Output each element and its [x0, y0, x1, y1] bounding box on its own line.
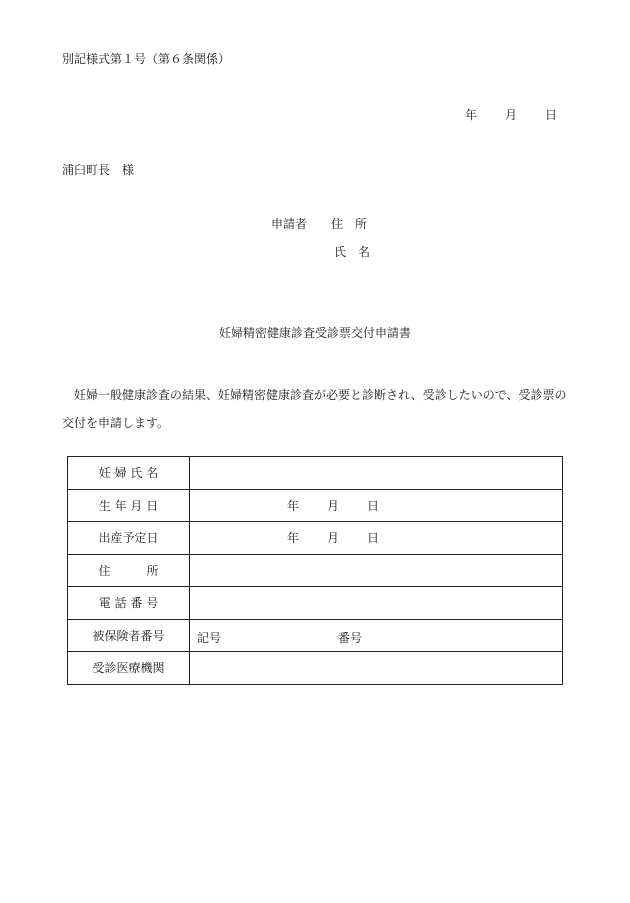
- form-number-label: 別記様式第１号（第６条関係）: [62, 52, 231, 66]
- date-day-label: 日: [545, 108, 558, 122]
- insurance-no-label: 番号: [338, 630, 363, 645]
- address-label: 住 所: [68, 554, 190, 587]
- application-form-table: [67, 456, 563, 685]
- table-row: [68, 489, 563, 522]
- birth-month-label: 月: [327, 498, 340, 513]
- due-day-label: 日: [367, 531, 380, 546]
- table-row: [68, 587, 563, 620]
- table-row: [68, 652, 563, 685]
- due-date-field[interactable]: [190, 522, 563, 555]
- date-year-label: 年: [465, 108, 478, 122]
- due-date-label: 出産予定日: [68, 522, 190, 555]
- insurance-number-field[interactable]: [190, 619, 563, 652]
- birth-year-label: 年: [287, 498, 300, 513]
- pregnant-name-label: 妊 婦 氏 名: [68, 457, 190, 490]
- phone-label: 電 話 番 号: [68, 587, 190, 620]
- due-year-label: 年: [287, 531, 300, 546]
- address-field[interactable]: [190, 554, 563, 587]
- pregnant-name-field[interactable]: [190, 457, 563, 490]
- table-row: [68, 619, 563, 652]
- application-date: [465, 109, 557, 121]
- insurance-number-label: 被保険者番号: [68, 619, 190, 652]
- applicant-name-label: 氏 名: [334, 245, 371, 259]
- phone-field[interactable]: [190, 587, 563, 620]
- birth-date-label: 生 年 月 日: [68, 489, 190, 522]
- document-title: 妊婦精密健康診査受診票交付申請書: [218, 326, 411, 340]
- birth-date-field[interactable]: [190, 489, 563, 522]
- clinic-label: 受診医療機関: [68, 652, 190, 685]
- clinic-field[interactable]: [190, 652, 563, 685]
- insurance-mark-label: 記号: [197, 630, 222, 645]
- birth-day-label: 日: [367, 498, 380, 513]
- table-row: [68, 522, 563, 555]
- applicant-address-label: 申請者 住 所: [271, 217, 368, 231]
- body-text: 妊婦一般健康診査の結果、妊婦精密健康診査が必要と診断され、受診したいので、受診票の交付を申請します。: [62, 388, 567, 430]
- date-month-label: 月: [505, 108, 518, 122]
- table-row: [68, 554, 563, 587]
- due-month-label: 月: [327, 531, 340, 546]
- recipient: 浦臼町長 様: [62, 163, 135, 177]
- table-row: [68, 457, 563, 490]
